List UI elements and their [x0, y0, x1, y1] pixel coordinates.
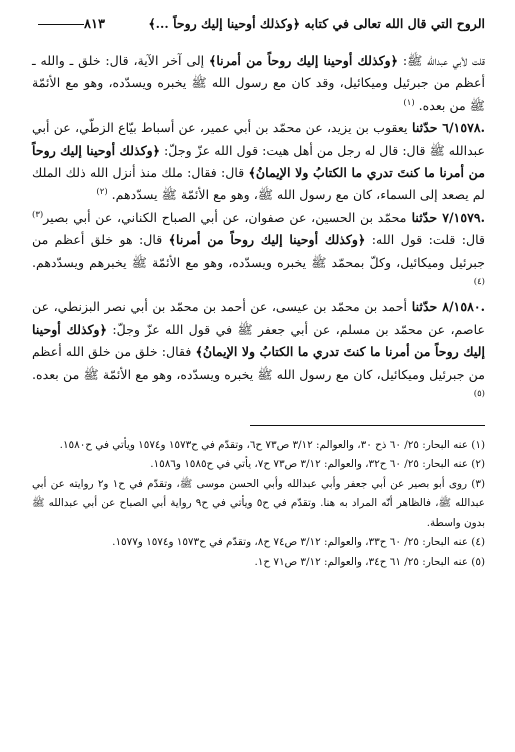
- hadith-paragraph: [32, 117, 485, 207]
- footnote-ref: (١): [403, 97, 415, 108]
- quran-quote: ﴿وكذلك أوحينا إليك روحاً من أمرنا﴾: [208, 53, 399, 68]
- footnote-item: (٣) روى أبو بصير عن أبي جعفر وأبي عبدالله وأبي الحسن موسى ﷺ، وتقدّم في ح١ و٢ روايته عن أبي عبدالله ﷺ، فالظاهر أنّه المراد به هنا. وتقدّم في ح٥ ويأتي في ح٩ رواية أبي الصباح عن أبي عبدالله ﷺ بدون واسطة.: [32, 477, 485, 529]
- quran-quote: ﴿وكذلك أوحينا إليك روحاً من أمرنا ما كنتَ تدري ما الكتابُ ولا الإيمانُ﴾: [32, 142, 485, 181]
- hadith-paragraph: [32, 50, 485, 117]
- hadith-number: ٨/١٥٨٠.: [442, 299, 485, 315]
- haddathana-label: حدّثنا: [406, 209, 443, 225]
- footnote-item: (٥) عنه البحار: ٢٥/ ٦١ ح٣٤، والعوالم: ٣/١٢ ص٧١ ح١.: [254, 556, 485, 569]
- main-text: [32, 50, 485, 409]
- footnote-item: (١) عنه البحار: ٢٥/ ٦٠ ذح ٣٠، والعوالم: ٣/١٢ ص٧٣ ح٦، وتقدّم في ح١٥٧٣ و١٥٧٤ ويأتي في ح١٥٨٠.: [59, 438, 485, 451]
- hadith-number: ٦/١٥٧٨.: [442, 120, 485, 136]
- footnote-item: (٢) عنه البحار: ٢٥/ ٦٠ ح٣٢، والعوالم: ٣/١٢ ص٧٣ ح٧، يأتي في ح١٥٨٥ و١٥٨٦.: [150, 458, 485, 471]
- running-header: [32, 16, 485, 38]
- body-text: فقال: خلق من خلق الله أعظم من جبرئيل وميكائيل، كان مع رسول الله ﷺ يخبره ويسدّده، وهو مع الأئمّة ﷺ من بعده.: [32, 344, 485, 382]
- footnotes: [32, 436, 485, 573]
- header-dash: [38, 24, 84, 25]
- page-number-text: ٨١٣: [84, 17, 105, 32]
- body-text: قال: قلت: قول الله:: [365, 232, 485, 248]
- quran-quote: ﴿وكذلك أوحينا إليك روحاً من أمرنا ما كنتَ تدري ما الكتابُ ولا الإيمانُ﴾: [32, 321, 485, 360]
- body-text: محمّد بن الحسين، عن صفوان، عن أبي الصباح الكناني، عن أبي بصير: [43, 209, 407, 225]
- body-text: قال: هو خلق أعظم من جبرئيل وميكائيل، وكلّ بمحمّد ﷺ يخبره ويسدّده، وهو مع الأئمّة ﷺ يخبرهم ويسدّدهم.: [32, 232, 485, 270]
- footnote-ref: (٢): [96, 187, 108, 198]
- body-text: قلت لأبي عبدالله ﷺ:: [398, 53, 485, 68]
- hadith-paragraph: [32, 207, 485, 297]
- hadith-paragraph: [32, 296, 485, 408]
- body-text: يعقوب بن يزيد، عن محمّد بن أبي عمير، عن أسباط بيّاع الزطّي، عن أبي عبدالله ﷺ قال: قال له رجل من أهل هيت: قول الله عزّ وجلّ:: [32, 120, 485, 158]
- body-text: قال: فقال: ملك منذ أنزل الله ذلك الملك لم يصعد إلى السماء، كان مع رسول الله ﷺ، وهو مع الأئمّة ﷺ يسدّدهم.: [32, 165, 485, 203]
- page-number: [32, 17, 105, 32]
- footnote-ref: (٤): [473, 276, 485, 287]
- footnote-ref: (٣): [32, 209, 44, 220]
- header-title: الروح التي قال الله تعالى في كتابه ﴿وكذلك أوحينا إليك روحاً ...﴾: [148, 16, 485, 31]
- haddathana-label: حدّثنا: [407, 120, 443, 136]
- footnote-ref: (٥): [473, 388, 485, 399]
- footnote-separator: [250, 425, 485, 426]
- haddathana-label: حدّثنا: [406, 299, 443, 315]
- footnote-item: (٤) عنه البحار: ٢٥/ ٦٠ ح٣٣، والعوالم: ٣/١٢ ص٧٤ ح٨، وتقدّم في ح١٥٧٣ و١٥٧٤ و١٥٧٧.: [112, 536, 485, 549]
- body-text: إلى آخر الآية، قال: خلق ـ والله ـ أعظم من جبرئيل وميكائيل، وقد كان مع رسول الله ﷺ يخبره ويسدّده، وهو مع الأئمّة ﷺ من بعده.: [32, 53, 486, 113]
- quran-quote: ﴿وكذلك أوحينا إليك روحاً من أمرنا﴾: [168, 232, 366, 248]
- hadith-number: ٧/١٥٧٩.: [442, 209, 485, 225]
- body-text: أحمد بن محمّد بن عيسى، عن أحمد بن محمّد بن أبي نصر البزنطي، عن عاصم، عن محمّد بن مسلم، عن أبي جعفر ﷺ في قول الله عزّ وجلّ:: [32, 299, 485, 337]
